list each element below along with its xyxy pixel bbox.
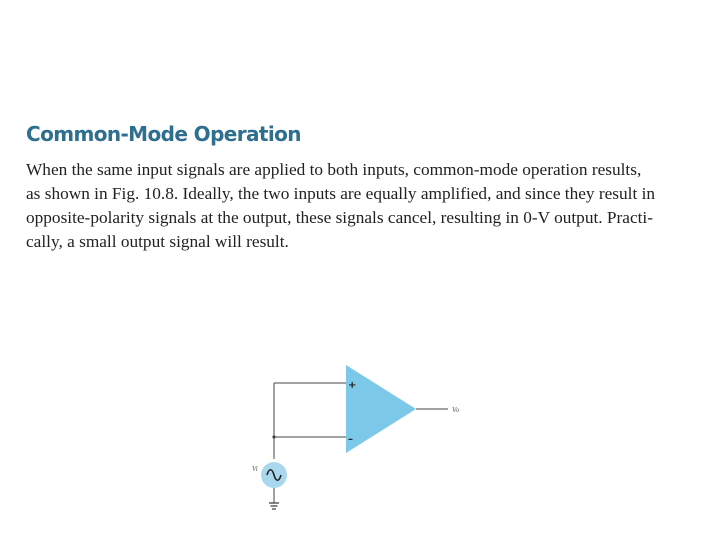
minus-sign: – — [348, 434, 353, 445]
common-mode-circuit-figure — [240, 355, 480, 530]
output-label: Vo — [452, 406, 459, 414]
junction-dot — [272, 435, 275, 438]
body-paragraph — [26, 158, 716, 254]
paragraph-line: cally, a small output signal will result. — [26, 232, 289, 251]
paragraph-line: opposite-polarity signals at the output, these signals cancel, resulting in 0-V output. Practi- — [26, 208, 653, 227]
input-label: Vi — [252, 465, 258, 473]
paragraph-line: as shown in Fig. 10.8. Ideally, the two inputs are equally amplified, and since they result in — [26, 184, 656, 203]
plus-sign: + — [348, 380, 357, 391]
paragraph-line: When the same input signals are applied to both inputs, common-mode operation results, — [26, 160, 642, 179]
ground-icon — [269, 503, 279, 509]
section-heading: Common-Mode Operation — [26, 122, 301, 146]
circuit-diagram — [240, 355, 480, 530]
amplifier-triangle — [346, 365, 416, 453]
